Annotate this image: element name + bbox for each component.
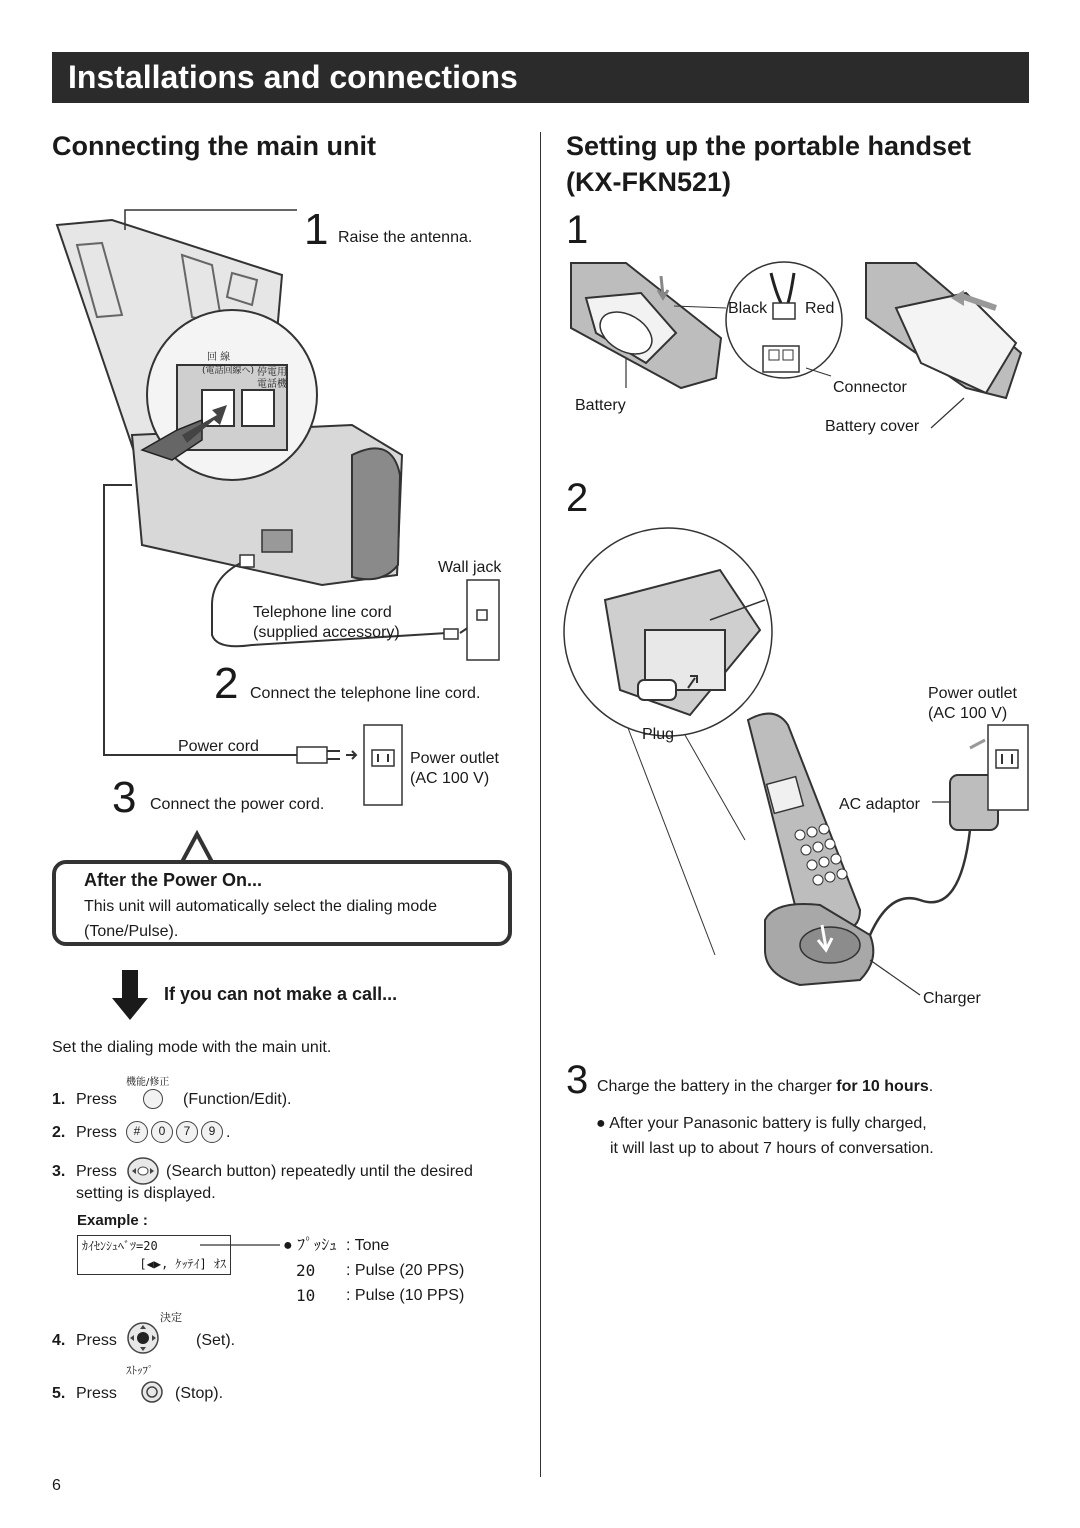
- right-power-outlet-sub-label: (AC 100 V): [928, 705, 1008, 722]
- down-arrow-icon: [112, 970, 148, 1020]
- function-edit-key-label: 機能/修正: [126, 1077, 170, 1088]
- section-banner: Installations and connections: [52, 52, 1029, 103]
- left-step1-number: 1: [304, 205, 329, 254]
- ac-adaptor-label: AC adaptor: [839, 796, 920, 813]
- line-cord-label: Telephone line cord: [253, 604, 392, 621]
- wall-jack-label: Wall jack: [438, 559, 502, 576]
- search-button-icon: [126, 1156, 160, 1186]
- step2-press: Press: [76, 1124, 117, 1141]
- after-power-on-callout: [52, 860, 512, 946]
- jp-ext-sub-label: 電話機: [257, 379, 287, 390]
- right-step3-text-main: Charge the battery in the charger: [597, 1078, 837, 1095]
- connector-label: Connector: [833, 379, 907, 396]
- left-step2-text: Connect the telephone line cord.: [250, 685, 481, 702]
- jp-ext-label: 停電用: [257, 367, 287, 378]
- step2-text: .: [226, 1124, 231, 1141]
- right-step3-text: [597, 1077, 933, 1097]
- option-pulse20-desc: : Pulse (20 PPS): [346, 1262, 465, 1279]
- power-cord-label: Power cord: [178, 738, 259, 755]
- battery-illustration: [566, 258, 1026, 438]
- step2-num: 2.: [52, 1124, 66, 1141]
- set-key-label: 決定: [160, 1311, 182, 1324]
- lcd-line-2: [◀▶, ｹｯﾃｲ] ｵｽ: [139, 1257, 226, 1271]
- option-pulse10-code: 10: [296, 1286, 316, 1305]
- hash-key-icon: #: [126, 1121, 148, 1143]
- right-step3-note-line2: it will last up to about 7 hours of conversation.: [610, 1140, 934, 1157]
- power-outlet-label: Power outlet: [410, 750, 499, 767]
- step4-press: Press: [76, 1332, 117, 1349]
- red-wire-label: Red: [805, 300, 835, 317]
- callout-title: After the Power On...: [84, 870, 263, 890]
- function-edit-button-icon: [143, 1089, 163, 1109]
- zero-key-icon: 0: [151, 1121, 173, 1143]
- step5-press: Press: [76, 1385, 117, 1402]
- right-step3-number: 3: [566, 1058, 589, 1102]
- right-step1-number: 1: [566, 208, 589, 252]
- right-step2-number: 2: [566, 476, 589, 520]
- step1-num: 1.: [52, 1091, 66, 1108]
- right-step3-text-bold: for 10 hours: [836, 1078, 929, 1095]
- step3-press: Press: [76, 1163, 117, 1180]
- right-power-outlet-label: Power outlet: [928, 685, 1017, 702]
- right-step3-note-line1: ● After your Panasonic battery is fully charged,: [596, 1115, 927, 1132]
- lcd-line-1: ｶｲｾﾝｼｭﾍﾞﾂ=20: [82, 1239, 158, 1253]
- option-pulse20-code: 20: [296, 1261, 316, 1280]
- jp-line-sub-label: (電話回線へ): [202, 366, 255, 376]
- right-heading: Setting up the portable handset: [566, 131, 972, 161]
- page-number: 6: [52, 1477, 61, 1494]
- step3-text: (Search button) repeatedly until the desired: [166, 1163, 473, 1180]
- example-label: Example :: [77, 1212, 148, 1229]
- right-heading-model: (KX-FKN521): [566, 167, 732, 197]
- left-step2-number: 2: [214, 659, 239, 708]
- power-outlet-sub-label: (AC 100 V): [410, 770, 490, 787]
- step5-text: (Stop).: [175, 1385, 224, 1402]
- right-step3-text-end: .: [928, 1078, 934, 1095]
- left-heading: Connecting the main unit: [52, 131, 376, 161]
- seven-key-icon: 7: [176, 1121, 198, 1143]
- charger-label: Charger: [923, 990, 981, 1007]
- option-tone-desc: : Tone: [346, 1237, 390, 1254]
- jp-line-label: 回 線: [207, 352, 231, 363]
- left-step3-number: 3: [112, 773, 137, 822]
- option-tone-code: ● ﾌﾟｯｼｭ: [283, 1237, 338, 1254]
- fallback-intro: Set the dialing mode with the main unit.: [52, 1039, 332, 1056]
- step3-text-line2: setting is displayed.: [76, 1185, 216, 1202]
- black-wire-label: Black: [728, 300, 768, 317]
- step5-num: 5.: [52, 1385, 66, 1402]
- callout-body-line2: (Tone/Pulse).: [84, 923, 179, 940]
- plug-label: Plug: [642, 726, 675, 743]
- left-step3-text: Connect the power cord.: [150, 796, 325, 813]
- step4-num: 4.: [52, 1332, 66, 1349]
- stop-key-label: ｽﾄｯﾌﾟ: [126, 1364, 154, 1377]
- line-cord-sub-label: (supplied accessory): [253, 624, 400, 641]
- battery-cover-label: Battery cover: [825, 418, 920, 435]
- step1-press: Press: [76, 1091, 117, 1108]
- example-leader-line: [200, 1240, 285, 1250]
- option-pulse10-desc: : Pulse (10 PPS): [346, 1287, 465, 1304]
- step4-text: (Set).: [196, 1332, 236, 1349]
- column-divider: [540, 132, 541, 1477]
- callout-body-line1: This unit will automatically select the dialing mode: [84, 898, 438, 915]
- set-button-icon: [126, 1321, 160, 1355]
- nine-key-icon: 9: [201, 1121, 223, 1143]
- fallback-title: If you can not make a call...: [164, 984, 398, 1004]
- step3-num: 3.: [52, 1163, 66, 1180]
- charger-illustration: [560, 540, 1030, 1000]
- left-step1-text: Raise the antenna.: [338, 229, 473, 246]
- step1-text: (Function/Edit).: [183, 1091, 292, 1108]
- stop-button-icon: [140, 1380, 164, 1404]
- main-unit-illustration: [52, 205, 522, 825]
- battery-label: Battery: [575, 397, 626, 414]
